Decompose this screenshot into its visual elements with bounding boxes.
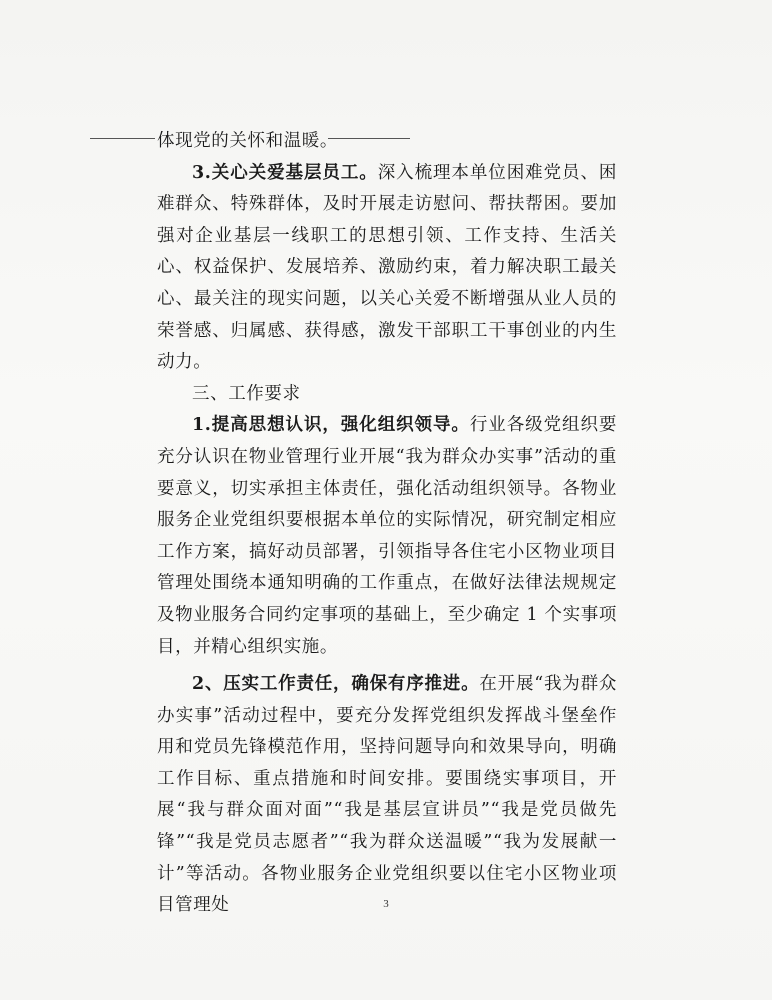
section-heading-work-requirements: [157, 379, 617, 411]
paragraph-text: 体现党的关怀和温暖。: [157, 131, 338, 151]
paragraph-responsibility: [157, 669, 617, 922]
paragraph-continuation: [157, 126, 617, 158]
paragraph-heading: 1.提高思想认识，强化组织领导。: [192, 415, 470, 436]
scan-artifact-line-left: [90, 138, 155, 139]
document-body: [157, 126, 617, 922]
paragraph-text: 深入梳理本单位困难党员、困难群众、特殊群体，及时开展走访慰问、帮扶帮困。要加强对企业基层一线职工的思想引领、工作支持、生活关心、权益保护、发展培养、激励约束，着力解决职工最关心、最关注的现实问题，以关心关爱不断增强从业人员的荣誉感、归属感、获得感，激发干部职工干事创业的内生动力。: [157, 162, 617, 373]
page-number: 3: [383, 898, 389, 910]
paragraph-raise-awareness: [157, 410, 617, 663]
paragraph-text: 行业各级党组织要充分认识在物业管理行业开展“我为群众办实事”活动的重要意义，切实承担主体责任，强化活动组织领导。各物业服务企业党组织要根据本单位的实际情况，研究制定相应工作方案，搞好动员部署，引领指导各住宅小区物业项目管理处围绕本通知明确的工作重点，在做好法律法规规定及物业服务合同约定事项的基础上，至少确定 1 个实事项目，并精心组织实施。: [157, 415, 617, 657]
paragraph-care-for-staff: [157, 158, 617, 379]
section-heading-text: 三、工作要求: [192, 383, 301, 404]
paragraph-heading: 2、压实工作责任，确保有序推进。: [192, 674, 480, 695]
paragraph-heading: 3.关心关爱基层员工。: [192, 162, 378, 183]
paragraph-text: 在开展“我为群众办实事”活动过程中，要充分发挥党组织发挥战斗堡垒作用和党员先锋模范作用，坚持问题导向和效果导向，明确工作目标、重点措施和时间安排。要围绕实事项目，开展“我与群众面对面”“我是基层宣讲员”“我是党员做先锋”“我是党员志愿者”“我为群众送温暖”“我为发展献一计”等活动。各物业服务企业党组织要以住宅小区物业项目管理处: [157, 674, 617, 916]
